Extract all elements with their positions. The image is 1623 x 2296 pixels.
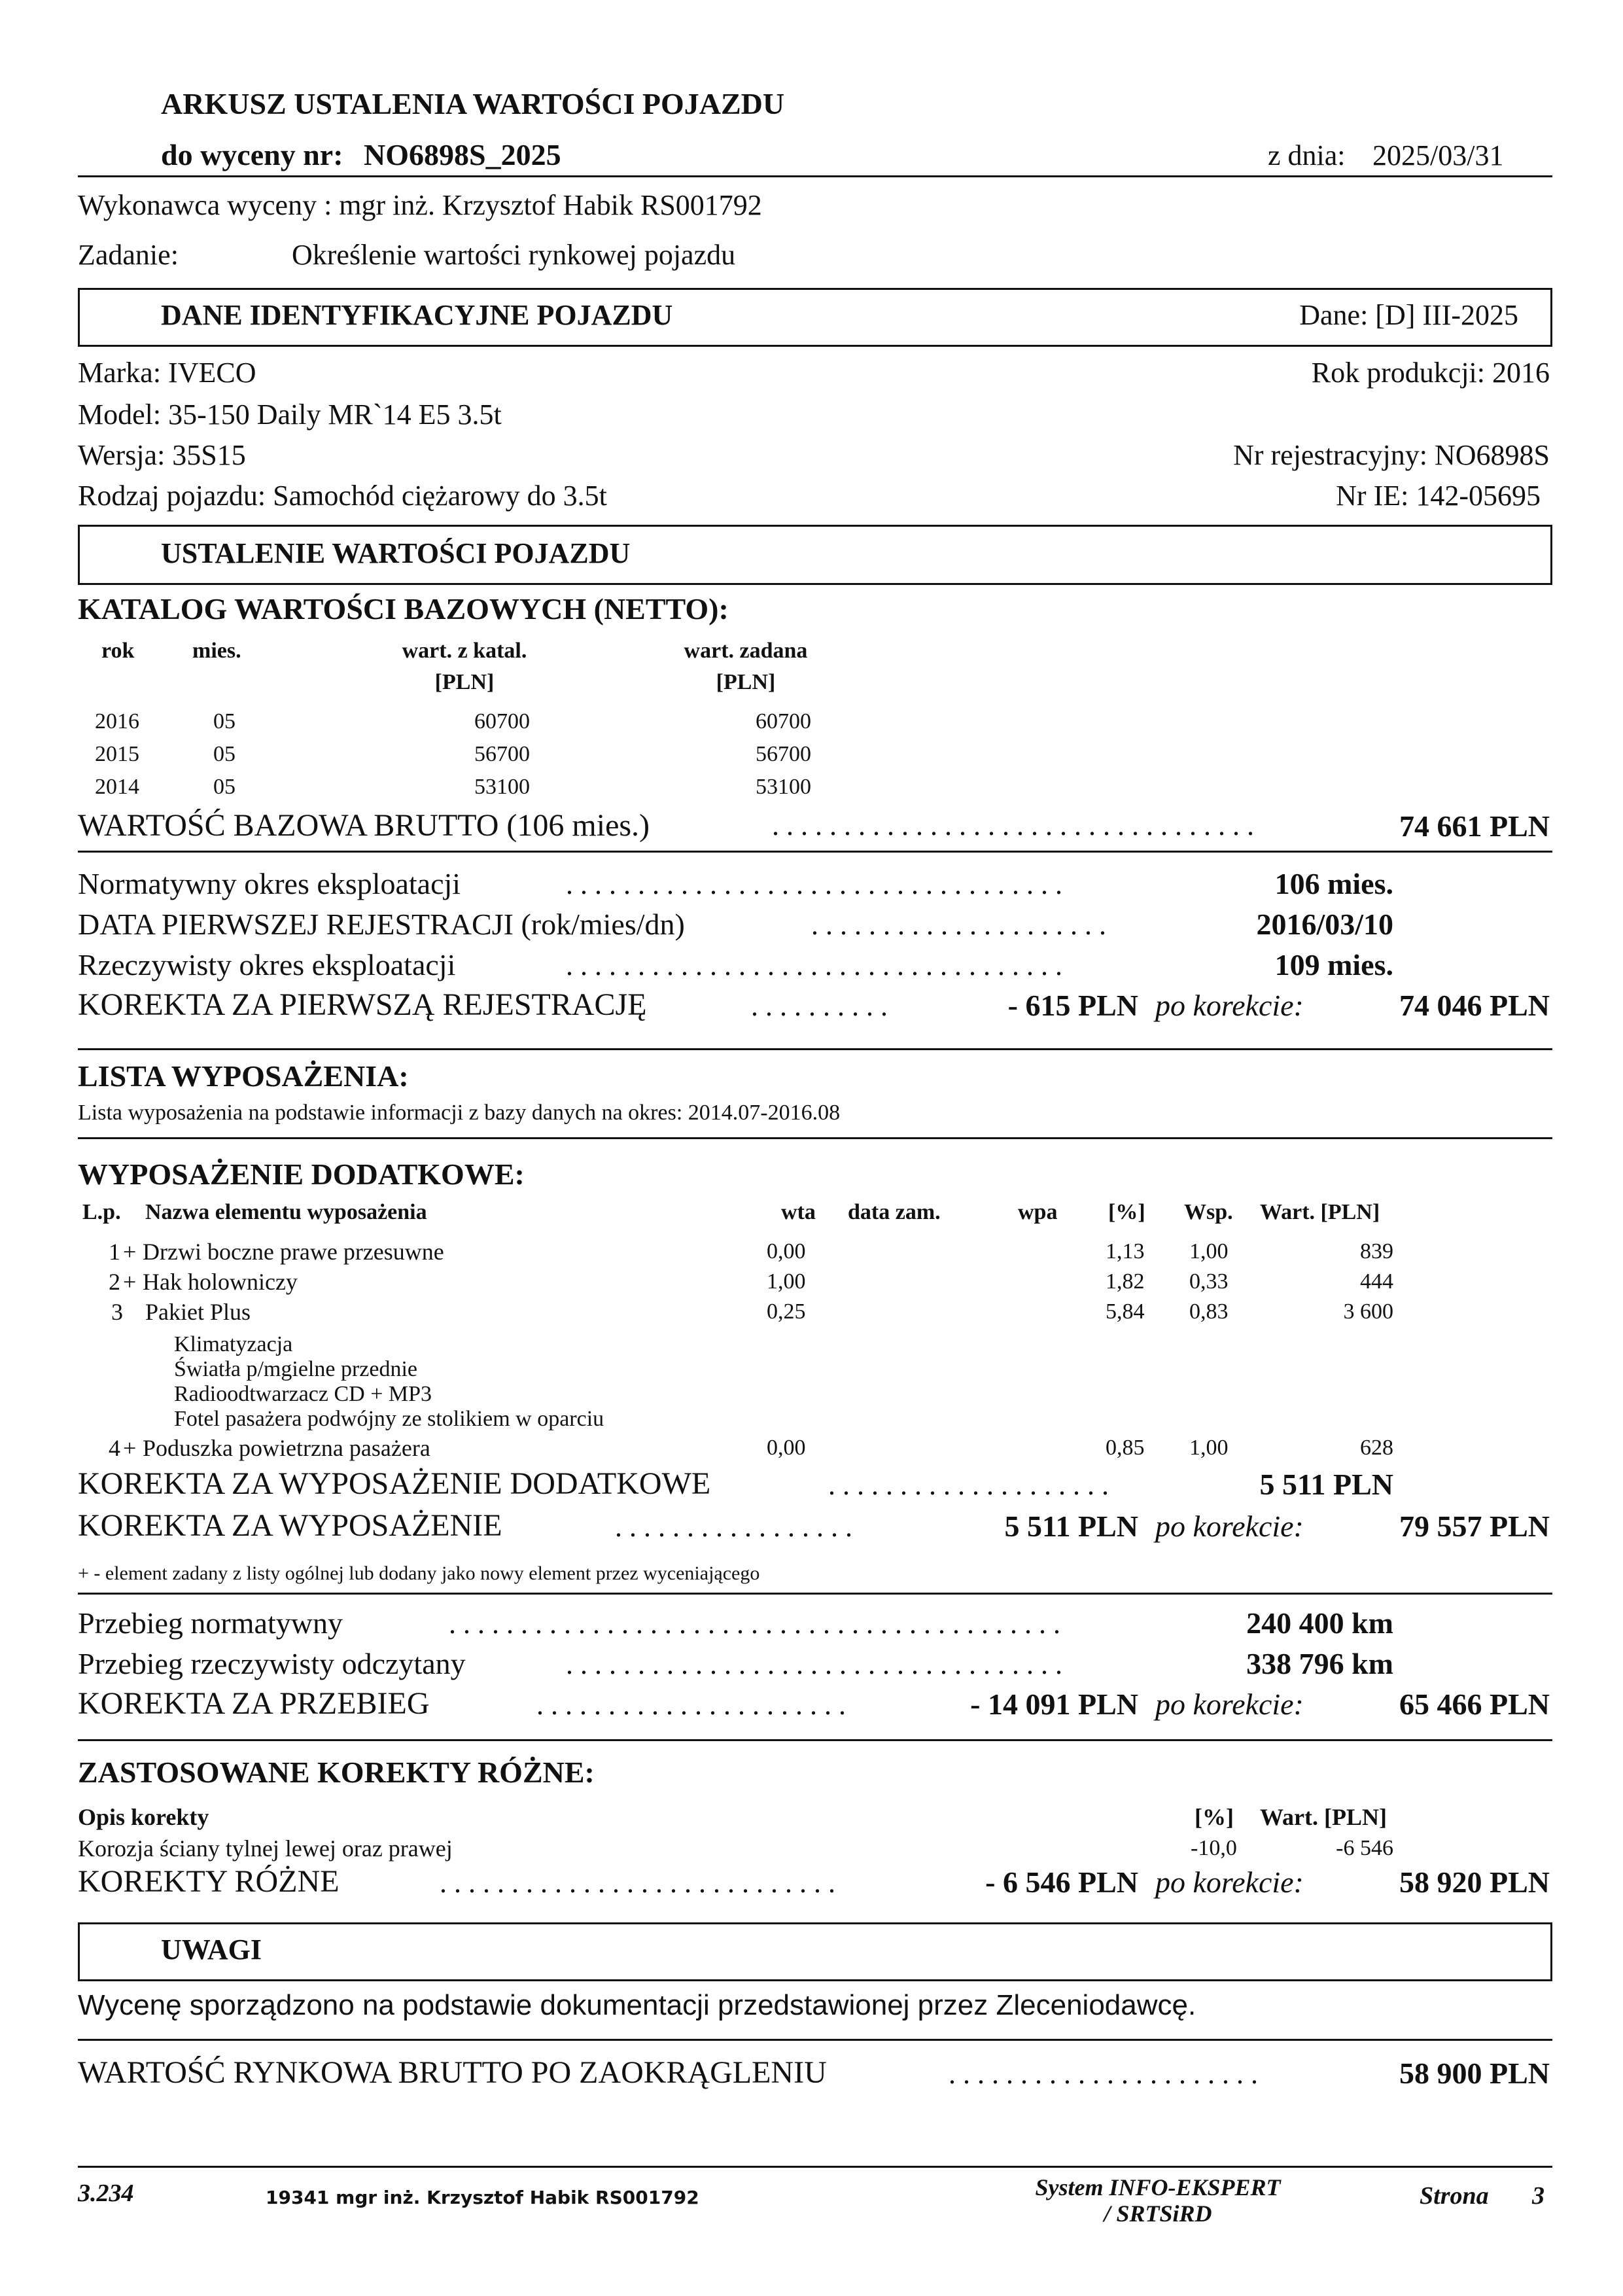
first-registration-value: 2016/03/10: [1256, 908, 1393, 941]
equipment-wta: 0,00: [767, 1436, 806, 1460]
actual-mileage-label: Przebieg rzeczywisty odczytany: [78, 1647, 466, 1680]
catalog-row-catalog-value: 60700: [474, 709, 530, 733]
mileage-correction-label: KOREKTA ZA PRZEBIEG: [78, 1686, 430, 1721]
equipment-correction: 5 511 PLN: [1004, 1510, 1138, 1543]
first-registration-correction-label: KOREKTA ZA PIERWSZĄ REJESTRACJĘ: [78, 987, 647, 1022]
footer-system: System INFO-EKSPERT: [1035, 2174, 1281, 2200]
footer-author: 19341 mgr inż. Krzysztof Habik RS001792: [266, 2187, 699, 2208]
catalog-row-year: 2014: [95, 775, 139, 799]
equipment-value: 628: [1360, 1436, 1393, 1460]
equipment-percent: 0,85: [1106, 1436, 1145, 1460]
after-correction-label: po korekcie:: [1155, 1865, 1304, 1899]
dot-leader: . . . . . . . . . . . . . . . . . . . . . .: [536, 1689, 846, 1721]
ie-number: Nr IE: 142-05695: [1336, 480, 1541, 512]
footer-system-sub: / SRTSiRD: [1104, 2200, 1212, 2227]
catalog-row-year: 2015: [95, 742, 139, 766]
footer-code: 3.234: [78, 2180, 134, 2207]
divider: [78, 1739, 1552, 1741]
equipment-name: Pakiet Plus: [145, 1299, 251, 1325]
dot-leader: . . . . . . . . . . . . . . . . . . . . . . . . . . . .: [440, 1867, 835, 1899]
divider: [78, 851, 1552, 853]
extra-equipment-correction: 5 511 PLN: [1259, 1468, 1393, 1501]
dot-leader: . . . . . . . . . . . . . . . . . . . . .: [811, 909, 1106, 941]
col-value: Wart. [PLN]: [1260, 1804, 1387, 1830]
ident-heading: DANE IDENTYFIKACYJNE POJAZDU: [161, 299, 673, 331]
package-item: Światła p/mgielne przednie: [174, 1357, 417, 1381]
catalog-row-month: 05: [213, 742, 236, 766]
catalog-col-catalog-value: wart. z katal.: [402, 639, 527, 663]
equipment-correction-label: KOREKTA ZA WYPOSAŻENIE: [78, 1508, 502, 1543]
equipment-lp: 3: [111, 1299, 123, 1325]
footer-page-number: 3: [1532, 2182, 1544, 2210]
equipment-name: Drzwi boczne prawe przesuwne: [143, 1239, 444, 1265]
equipment-coefficient: 1,00: [1189, 1239, 1229, 1263]
dot-leader: . . . . . . . . . . . . . . . . . . . . . . . . . . . . . . . . . . . . . . . . . . .: [449, 1608, 1060, 1640]
normative-mileage-label: Przebieg normatywny: [78, 1606, 343, 1640]
equipment-coefficient: 0,33: [1189, 1269, 1229, 1294]
catalog-row-year: 2016: [95, 709, 139, 733]
catalog-row-catalog-value: 56700: [474, 742, 530, 766]
equipment-name: Hak holowniczy: [143, 1269, 298, 1295]
data-reference: Dane: [D] III-2025: [1299, 299, 1518, 331]
dot-leader: . . . . . . . . . . . . . . . . . . . . . . . . . . . . . . . . . . .: [566, 949, 1062, 981]
document-title: ARKUSZ USTALENIA WARTOŚCI POJAZDU: [161, 87, 785, 120]
vehicle-model: Model: 35-150 Daily MR`14 E5 3.5t: [78, 398, 502, 431]
catalog-row-set-value: 56700: [756, 742, 811, 766]
value-after-correction: 79 557 PLN: [1399, 1510, 1550, 1543]
footnote: + - element zadany z listy ogólnej lub dodany jako nowy element przez wyceniającego: [78, 1563, 760, 1584]
col-coefficient: Wsp.: [1184, 1200, 1233, 1224]
task-label: Zadanie:: [78, 239, 179, 271]
correction-percent: -10,0: [1191, 1836, 1237, 1860]
dot-leader: . . . . . . . . . .: [751, 990, 888, 1022]
correction-value: -6 546: [1336, 1836, 1393, 1860]
remarks-heading: UWAGI: [161, 1934, 262, 1966]
catalog-heading: KATALOG WARTOŚCI BAZOWYCH (NETTO):: [78, 592, 729, 626]
catalog-col-set-value: wart. zadana: [684, 639, 808, 663]
remarks-box: [78, 1922, 1552, 1981]
package-item: Radioodtwarzacz CD + MP3: [174, 1382, 432, 1406]
col-lp: L.p.: [82, 1200, 121, 1224]
catalog-col-set-unit: [PLN]: [716, 670, 776, 694]
production-year: Rok produkcji: 2016: [1311, 357, 1550, 389]
first-registration-correction: - 615 PLN: [1007, 989, 1138, 1022]
valuation-date: 2025/03/31: [1372, 139, 1504, 171]
equipment-lp: 4: [109, 1435, 120, 1461]
valuation-number: NO6898S_2025: [364, 138, 561, 171]
dot-leader: . . . . . . . . . . . . . . . . . . . . . . . . . . . . . . . . . . .: [566, 868, 1062, 900]
col-description: Opis korekty: [78, 1804, 209, 1830]
mileage-correction: - 14 091 PLN: [970, 1687, 1138, 1721]
final-market-value: 58 900 PLN: [1399, 2057, 1550, 2090]
col-value: Wart. [PLN]: [1260, 1200, 1380, 1224]
misc-correction: - 6 546 PLN: [985, 1865, 1138, 1899]
catalog-col-year: rok: [101, 639, 135, 663]
equipment-coefficient: 1,00: [1189, 1436, 1229, 1460]
actual-period-value: 109 mies.: [1274, 948, 1393, 981]
vehicle-type: Rodzaj pojazdu: Samochód ciężarowy do 3.5t: [78, 480, 607, 512]
dot-leader: . . . . . . . . . . . . . . . . . . . . . .: [949, 2058, 1258, 2090]
catalog-row-catalog-value: 53100: [474, 775, 530, 799]
footer-page-label: Strona: [1420, 2182, 1489, 2210]
catalog-row-set-value: 60700: [756, 709, 811, 733]
valuation-number-label: do wyceny nr:: [161, 138, 343, 171]
dot-leader: . . . . . . . . . . . . . . . . .: [615, 1511, 852, 1543]
package-item: Klimatyzacja: [174, 1332, 293, 1356]
misc-correction-label: KOREKTY RÓŻNE: [78, 1864, 340, 1899]
equipment-mark: +: [123, 1269, 137, 1295]
divider: [78, 1137, 1552, 1139]
after-correction-label: po korekcie:: [1155, 1510, 1304, 1543]
col-percent: [%]: [1108, 1200, 1145, 1224]
dot-leader: . . . . . . . . . . . . . . . . . . . . . . . . . . . . . . . . . .: [772, 809, 1254, 841]
remarks-text: Wycenę sporządzono na podstawie dokumentacji przedstawionej przez Zleceniodawcę.: [78, 1989, 1196, 2021]
col-wta: wta: [781, 1200, 816, 1224]
vehicle-version: Wersja: 35S15: [78, 439, 246, 471]
divider: [78, 1048, 1552, 1050]
executor: Wykonawca wyceny : mgr inż. Krzysztof Habik RS001792: [78, 189, 762, 221]
after-correction-label: po korekcie:: [1155, 989, 1304, 1022]
equipment-wta: 1,00: [767, 1269, 806, 1294]
equipment-value: 444: [1360, 1269, 1393, 1294]
catalog-row-month: 05: [213, 709, 236, 733]
registration-number: Nr rejestracyjny: NO6898S: [1233, 439, 1550, 471]
col-order-date: data zam.: [848, 1200, 941, 1224]
correction-description: Korozja ściany tylnej lewej oraz prawej: [78, 1835, 453, 1862]
equipment-wta: 0,00: [767, 1239, 806, 1263]
date-label: z dnia:: [1268, 139, 1346, 171]
catalog-col-catalog-unit: [PLN]: [434, 670, 495, 694]
base-value-label: WARTOŚĆ BAZOWA BRUTTO (106 mies.): [78, 808, 650, 843]
divider: [78, 175, 1552, 177]
dot-leader: . . . . . . . . . . . . . . . . . . . .: [828, 1469, 1109, 1501]
equipment-coefficient: 0,83: [1189, 1299, 1229, 1324]
dot-leader: . . . . . . . . . . . . . . . . . . . . . . . . . . . . . . . . . . .: [566, 1648, 1062, 1680]
divider: [78, 2166, 1552, 2168]
normative-period-value: 106 mies.: [1274, 867, 1393, 900]
equipment-name: Poduszka powietrzna pasażera: [143, 1435, 430, 1461]
valuation-heading: USTALENIE WARTOŚCI POJAZDU: [161, 537, 631, 569]
divider: [78, 2039, 1552, 2041]
catalog-col-month: mies.: [192, 639, 241, 663]
equipment-wta: 0,25: [767, 1299, 806, 1324]
extra-equipment-correction-label: KOREKTA ZA WYPOSAŻENIE DODATKOWE: [78, 1466, 711, 1501]
equipment-percent: 1,13: [1106, 1239, 1145, 1263]
normative-period-label: Normatywny okres eksploatacji: [78, 867, 461, 900]
final-value-label: WARTOŚĆ RYNKOWA BRUTTO PO ZAOKRĄGLENIU: [78, 2055, 827, 2090]
equipment-list-note: Lista wyposażenia na podstawie informacji z bazy danych na okres: 2014.07-2016.08: [78, 1101, 841, 1125]
equipment-mark: +: [123, 1239, 137, 1265]
package-item: Fotel pasażera podwójny ze stolikiem w oparciu: [174, 1407, 604, 1431]
extra-equipment-heading: WYPOSAŻENIE DODATKOWE:: [78, 1157, 525, 1191]
catalog-row-set-value: 53100: [756, 775, 811, 799]
equipment-percent: 5,84: [1106, 1299, 1145, 1324]
equipment-lp: 1: [109, 1239, 120, 1265]
task: Określenie wartości rynkowej pojazdu: [292, 239, 736, 271]
base-value: 74 661 PLN: [1399, 809, 1550, 843]
normative-mileage: 240 400 km: [1246, 1606, 1393, 1640]
catalog-row-month: 05: [213, 775, 236, 799]
equipment-list-heading: LISTA WYPOSAŻENIA:: [78, 1059, 409, 1093]
first-registration-label: DATA PIERWSZEJ REJESTRACJI (rok/mies/dn): [78, 908, 685, 941]
value-after-correction: 65 466 PLN: [1399, 1687, 1550, 1721]
equipment-percent: 1,82: [1106, 1269, 1145, 1294]
equipment-value: 3 600: [1343, 1299, 1393, 1324]
misc-corrections-heading: ZASTOSOWANE KOREKTY RÓŻNE:: [78, 1756, 595, 1789]
col-name: Nazwa elementu wyposażenia: [145, 1200, 427, 1224]
vehicle-make: Marka: IVECO: [78, 357, 256, 389]
col-percent: [%]: [1195, 1804, 1234, 1830]
divider: [78, 1593, 1552, 1595]
equipment-value: 839: [1360, 1239, 1393, 1263]
col-wpa: wpa: [1018, 1200, 1058, 1224]
equipment-mark: +: [123, 1435, 137, 1461]
equipment-lp: 2: [109, 1269, 120, 1295]
actual-period-label: Rzeczywisty okres eksploatacji: [78, 948, 456, 981]
after-correction-label: po korekcie:: [1155, 1687, 1304, 1721]
actual-mileage: 338 796 km: [1246, 1647, 1393, 1680]
value-after-correction: 58 920 PLN: [1399, 1865, 1550, 1899]
value-after-correction: 74 046 PLN: [1399, 989, 1550, 1022]
